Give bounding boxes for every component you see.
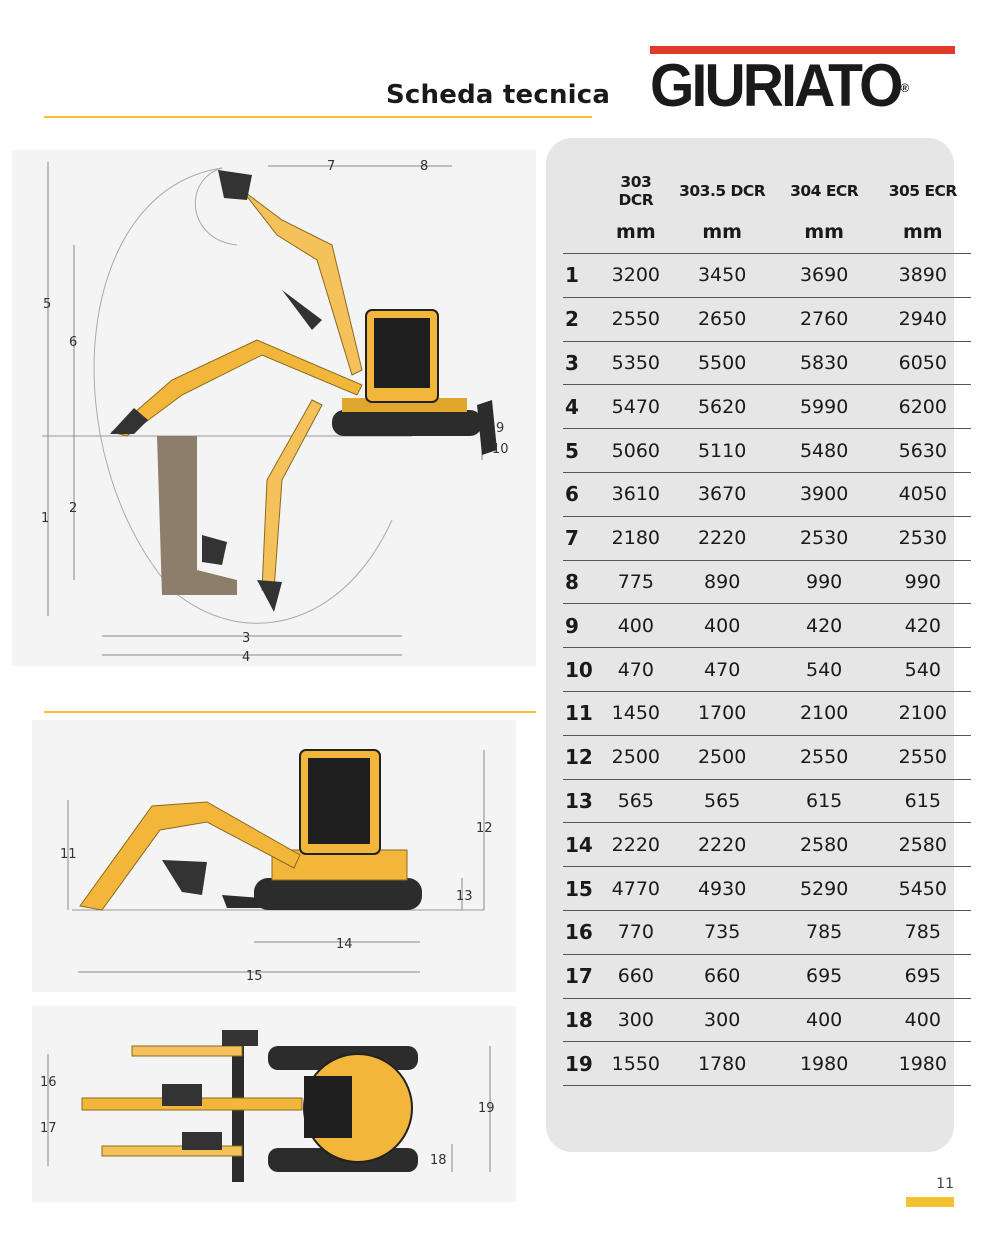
table-cell: 770 <box>601 910 670 954</box>
table-cell: 3690 <box>774 254 875 298</box>
table-cell: 2550 <box>875 735 971 779</box>
row-number: 19 <box>563 1042 601 1086</box>
table-cell: 1450 <box>601 691 670 735</box>
model-header: 303.5 DCR <box>679 182 766 200</box>
table-cell: 2220 <box>671 516 774 560</box>
row-number: 5 <box>563 429 601 473</box>
row-number: 10 <box>563 648 601 692</box>
table-cell: 5990 <box>774 385 875 429</box>
unit-header: mm <box>875 210 971 254</box>
table-row <box>563 823 971 867</box>
table-cell: 1780 <box>671 1042 774 1086</box>
table-row <box>563 516 971 560</box>
table-row <box>563 254 971 298</box>
dim-label-7: 7 <box>327 159 336 174</box>
header-spacer <box>563 172 601 210</box>
table-cell: 3450 <box>671 254 774 298</box>
brand-logo <box>650 52 945 119</box>
table-row <box>563 998 971 1042</box>
table-cell: 300 <box>671 998 774 1042</box>
dim-label-5: 5 <box>43 297 52 312</box>
table-cell: 540 <box>774 648 875 692</box>
table-cell: 2180 <box>601 516 670 560</box>
row-number: 17 <box>563 954 601 998</box>
dim-label-12: 12 <box>476 821 493 836</box>
table-cell: 615 <box>774 779 875 823</box>
row-number: 1 <box>563 254 601 298</box>
table-cell: 5450 <box>875 867 971 911</box>
table-row <box>563 867 971 911</box>
title-underline <box>44 116 592 118</box>
table-cell: 5290 <box>774 867 875 911</box>
transport-dimensions-diagram <box>32 720 516 992</box>
table-cell: 3900 <box>774 472 875 516</box>
table-cell: 775 <box>601 560 670 604</box>
row-number: 14 <box>563 823 601 867</box>
dim-label-4: 4 <box>242 650 251 665</box>
table-cell: 400 <box>671 604 774 648</box>
row-number: 13 <box>563 779 601 823</box>
model-header: 305 ECR <box>888 182 957 200</box>
table-cell: 785 <box>774 910 875 954</box>
header-spacer <box>563 210 601 254</box>
table-cell: 5500 <box>671 341 774 385</box>
plan-view-drawing <box>32 1006 516 1202</box>
model-header-row <box>563 172 971 210</box>
table-cell: 5620 <box>671 385 774 429</box>
table-row <box>563 648 971 692</box>
table-cell: 5110 <box>671 429 774 473</box>
table-cell: 2580 <box>875 823 971 867</box>
table-cell: 2220 <box>671 823 774 867</box>
table-cell: 735 <box>671 910 774 954</box>
spec-table-body <box>563 254 971 1086</box>
table-cell: 2940 <box>875 297 971 341</box>
table-row <box>563 429 971 473</box>
table-cell: 2580 <box>774 823 875 867</box>
dim-label-2: 2 <box>69 501 78 516</box>
table-cell: 3890 <box>875 254 971 298</box>
table-cell: 990 <box>875 560 971 604</box>
table-cell: 5480 <box>774 429 875 473</box>
row-number: 12 <box>563 735 601 779</box>
model-header: 303 DCR <box>618 173 654 209</box>
row-number: 9 <box>563 604 601 648</box>
dim-label-3: 3 <box>242 631 251 646</box>
table-cell: 420 <box>774 604 875 648</box>
table-row <box>563 779 971 823</box>
row-number: 3 <box>563 341 601 385</box>
model-header: 304 ECR <box>790 182 859 200</box>
table-cell: 2100 <box>774 691 875 735</box>
dim-label-15: 15 <box>246 969 263 984</box>
row-number: 4 <box>563 385 601 429</box>
dim-label-9: 9 <box>496 421 505 436</box>
dim-label-19: 19 <box>478 1101 495 1116</box>
dim-label-18: 18 <box>430 1153 447 1168</box>
table-cell: 4770 <box>601 867 670 911</box>
page-title: Scheda tecnica <box>386 80 611 110</box>
table-cell: 4050 <box>875 472 971 516</box>
dim-label-8: 8 <box>420 159 429 174</box>
table-cell: 470 <box>671 648 774 692</box>
row-number: 7 <box>563 516 601 560</box>
table-cell: 3200 <box>601 254 670 298</box>
dim-label-10: 10 <box>492 442 509 457</box>
row-number: 16 <box>563 910 601 954</box>
table-row <box>563 691 971 735</box>
dim-label-6: 6 <box>69 335 78 350</box>
row-number: 11 <box>563 691 601 735</box>
table-cell: 2550 <box>774 735 875 779</box>
table-cell: 2650 <box>671 297 774 341</box>
dim-label-17: 17 <box>40 1121 57 1136</box>
table-cell: 5470 <box>601 385 670 429</box>
plan-view-diagram <box>32 1006 516 1202</box>
table-cell: 615 <box>875 779 971 823</box>
table-cell: 6200 <box>875 385 971 429</box>
table-cell: 1980 <box>774 1042 875 1086</box>
table-cell: 565 <box>601 779 670 823</box>
registered-mark: ® <box>900 81 910 95</box>
working-range-diagram <box>12 150 536 666</box>
table-cell: 565 <box>671 779 774 823</box>
table-cell: 990 <box>774 560 875 604</box>
table-cell: 470 <box>601 648 670 692</box>
table-row <box>563 385 971 429</box>
spec-table <box>563 172 971 1086</box>
transport-drawing <box>32 720 516 992</box>
table-cell: 5350 <box>601 341 670 385</box>
table-cell: 660 <box>601 954 670 998</box>
table-cell: 400 <box>601 604 670 648</box>
table-cell: 5630 <box>875 429 971 473</box>
row-number: 18 <box>563 998 601 1042</box>
row-number: 8 <box>563 560 601 604</box>
table-cell: 6050 <box>875 341 971 385</box>
unit-header-row <box>563 210 971 254</box>
dim-label-11: 11 <box>60 847 77 862</box>
table-cell: 400 <box>774 998 875 1042</box>
dim-label-13: 13 <box>456 889 473 904</box>
row-number: 6 <box>563 472 601 516</box>
table-cell: 2530 <box>774 516 875 560</box>
unit-header: mm <box>774 210 875 254</box>
section-divider <box>44 711 536 713</box>
row-number: 2 <box>563 297 601 341</box>
table-cell: 2550 <box>601 297 670 341</box>
table-row <box>563 910 971 954</box>
table-row <box>563 1042 971 1086</box>
brand-name: GIURIATO <box>650 52 901 119</box>
row-number: 15 <box>563 867 601 911</box>
table-cell: 3610 <box>601 472 670 516</box>
table-row <box>563 472 971 516</box>
table-cell: 5060 <box>601 429 670 473</box>
table-cell: 300 <box>601 998 670 1042</box>
working-range-drawing <box>12 150 536 666</box>
dim-label-1: 1 <box>41 511 50 526</box>
dim-label-14: 14 <box>336 937 353 952</box>
table-row <box>563 735 971 779</box>
table-row <box>563 341 971 385</box>
table-row <box>563 560 971 604</box>
table-cell: 660 <box>671 954 774 998</box>
table-cell: 540 <box>875 648 971 692</box>
table-row <box>563 954 971 998</box>
dim-label-16: 16 <box>40 1075 57 1090</box>
table-cell: 3670 <box>671 472 774 516</box>
table-cell: 890 <box>671 560 774 604</box>
page-number: 11 <box>936 1176 954 1192</box>
table-cell: 4930 <box>671 867 774 911</box>
table-cell: 1700 <box>671 691 774 735</box>
unit-header: mm <box>601 210 670 254</box>
table-cell: 2530 <box>875 516 971 560</box>
table-cell: 400 <box>875 998 971 1042</box>
table-cell: 2500 <box>671 735 774 779</box>
table-cell: 2100 <box>875 691 971 735</box>
table-row <box>563 604 971 648</box>
table-cell: 2500 <box>601 735 670 779</box>
unit-header: mm <box>671 210 774 254</box>
table-row <box>563 297 971 341</box>
page-number-tab <box>906 1197 954 1207</box>
table-cell: 420 <box>875 604 971 648</box>
table-cell: 695 <box>875 954 971 998</box>
table-cell: 695 <box>774 954 875 998</box>
table-cell: 1980 <box>875 1042 971 1086</box>
table-cell: 785 <box>875 910 971 954</box>
table-cell: 1550 <box>601 1042 670 1086</box>
table-cell: 2760 <box>774 297 875 341</box>
table-cell: 2220 <box>601 823 670 867</box>
table-cell: 5830 <box>774 341 875 385</box>
